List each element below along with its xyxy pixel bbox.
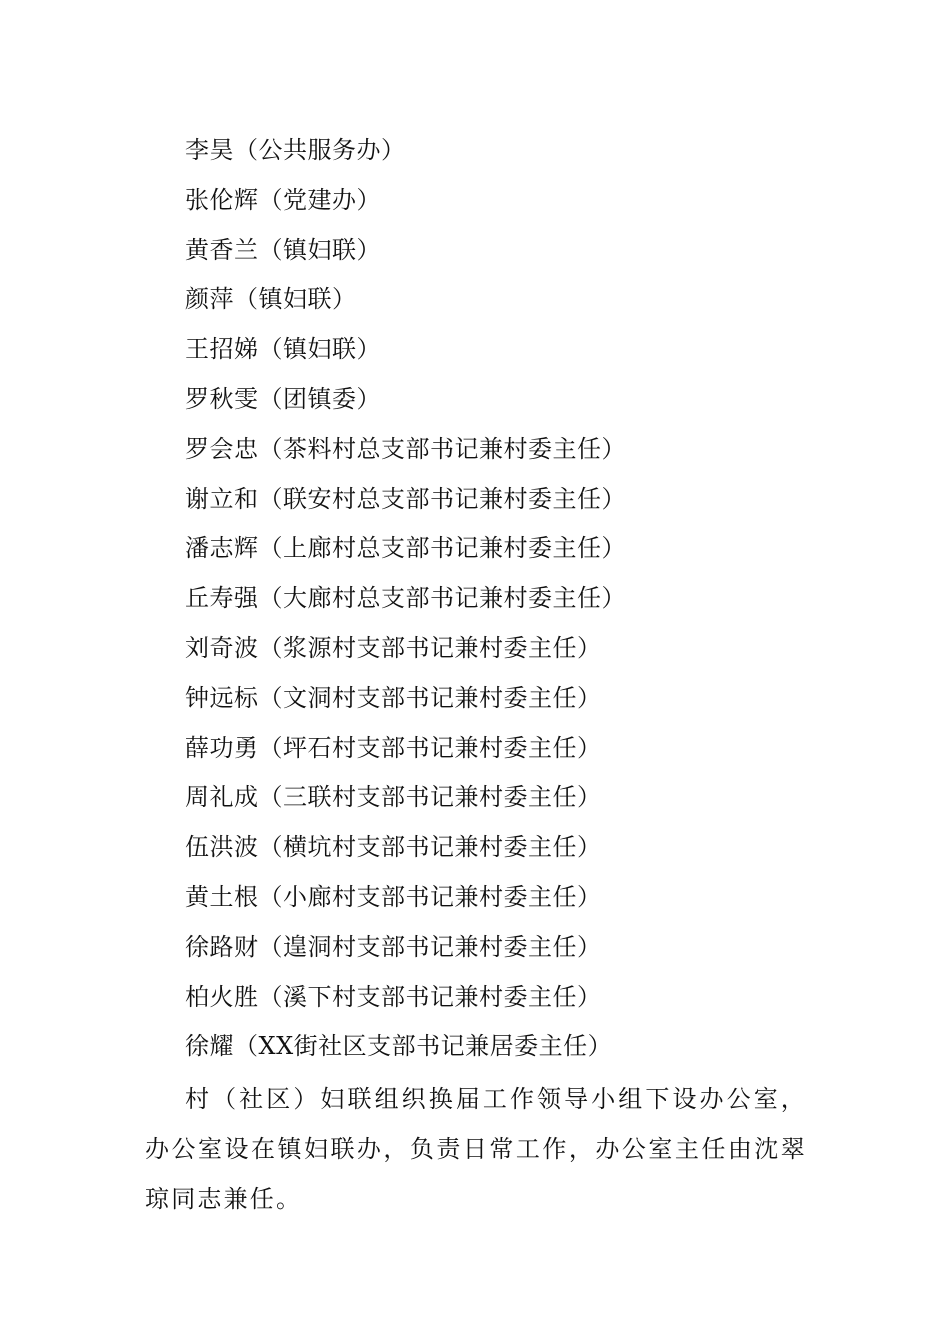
member-item: 黄土根（小廊村支部书记兼村委主任）	[185, 882, 602, 911]
member-item: 丘寿强（大廊村总支部书记兼村委主任）	[185, 584, 626, 613]
member-item: 罗秋雯（团镇委）	[185, 384, 381, 413]
member-item: 徐路财（遑洞村支部书记兼村委主任）	[185, 932, 602, 961]
member-item: 王招娣（镇妇联）	[185, 335, 381, 364]
member-item: 伍洪波（横坑村支部书记兼村委主任）	[185, 833, 602, 862]
member-item: 李昊（公共服务办）	[185, 136, 406, 164]
member-item: 刘奇波（浆源村支部书记兼村委主任）	[185, 633, 602, 662]
member-list	[185, 130, 626, 1076]
member-item: 潘志辉（上廊村总支部书记兼村委主任）	[185, 534, 626, 563]
member-item: 薛功勇（坪石村支部书记兼村委主任）	[185, 733, 602, 762]
member-item: 周礼成（三联村支部书记兼村委主任）	[185, 783, 602, 812]
member-item: 柏火胜（溪下村支部书记兼村委主任）	[185, 982, 602, 1011]
member-item: 罗会忠（茶料村总支部书记兼村委主任）	[185, 434, 626, 463]
member-item: 钟远标（文洞村支部书记兼村委主任）	[185, 683, 602, 712]
member-item: 徐耀（XX街社区支部书记兼居委主任）	[185, 1032, 613, 1061]
member-item: 谢立和（联安村总支部书记兼村委主任）	[185, 484, 626, 513]
office-paragraph: 村（社区）妇联组织换届工作领导小组下设办公室，办公室设在镇妇联办，负责日常工作，办公室主任由沈翠琼同志兼任。	[145, 1085, 807, 1213]
member-item: 颜萍（镇妇联）	[185, 285, 357, 314]
member-item: 张伦辉（党建办）	[185, 185, 381, 214]
member-item: 黄香兰（镇妇联）	[185, 235, 381, 264]
